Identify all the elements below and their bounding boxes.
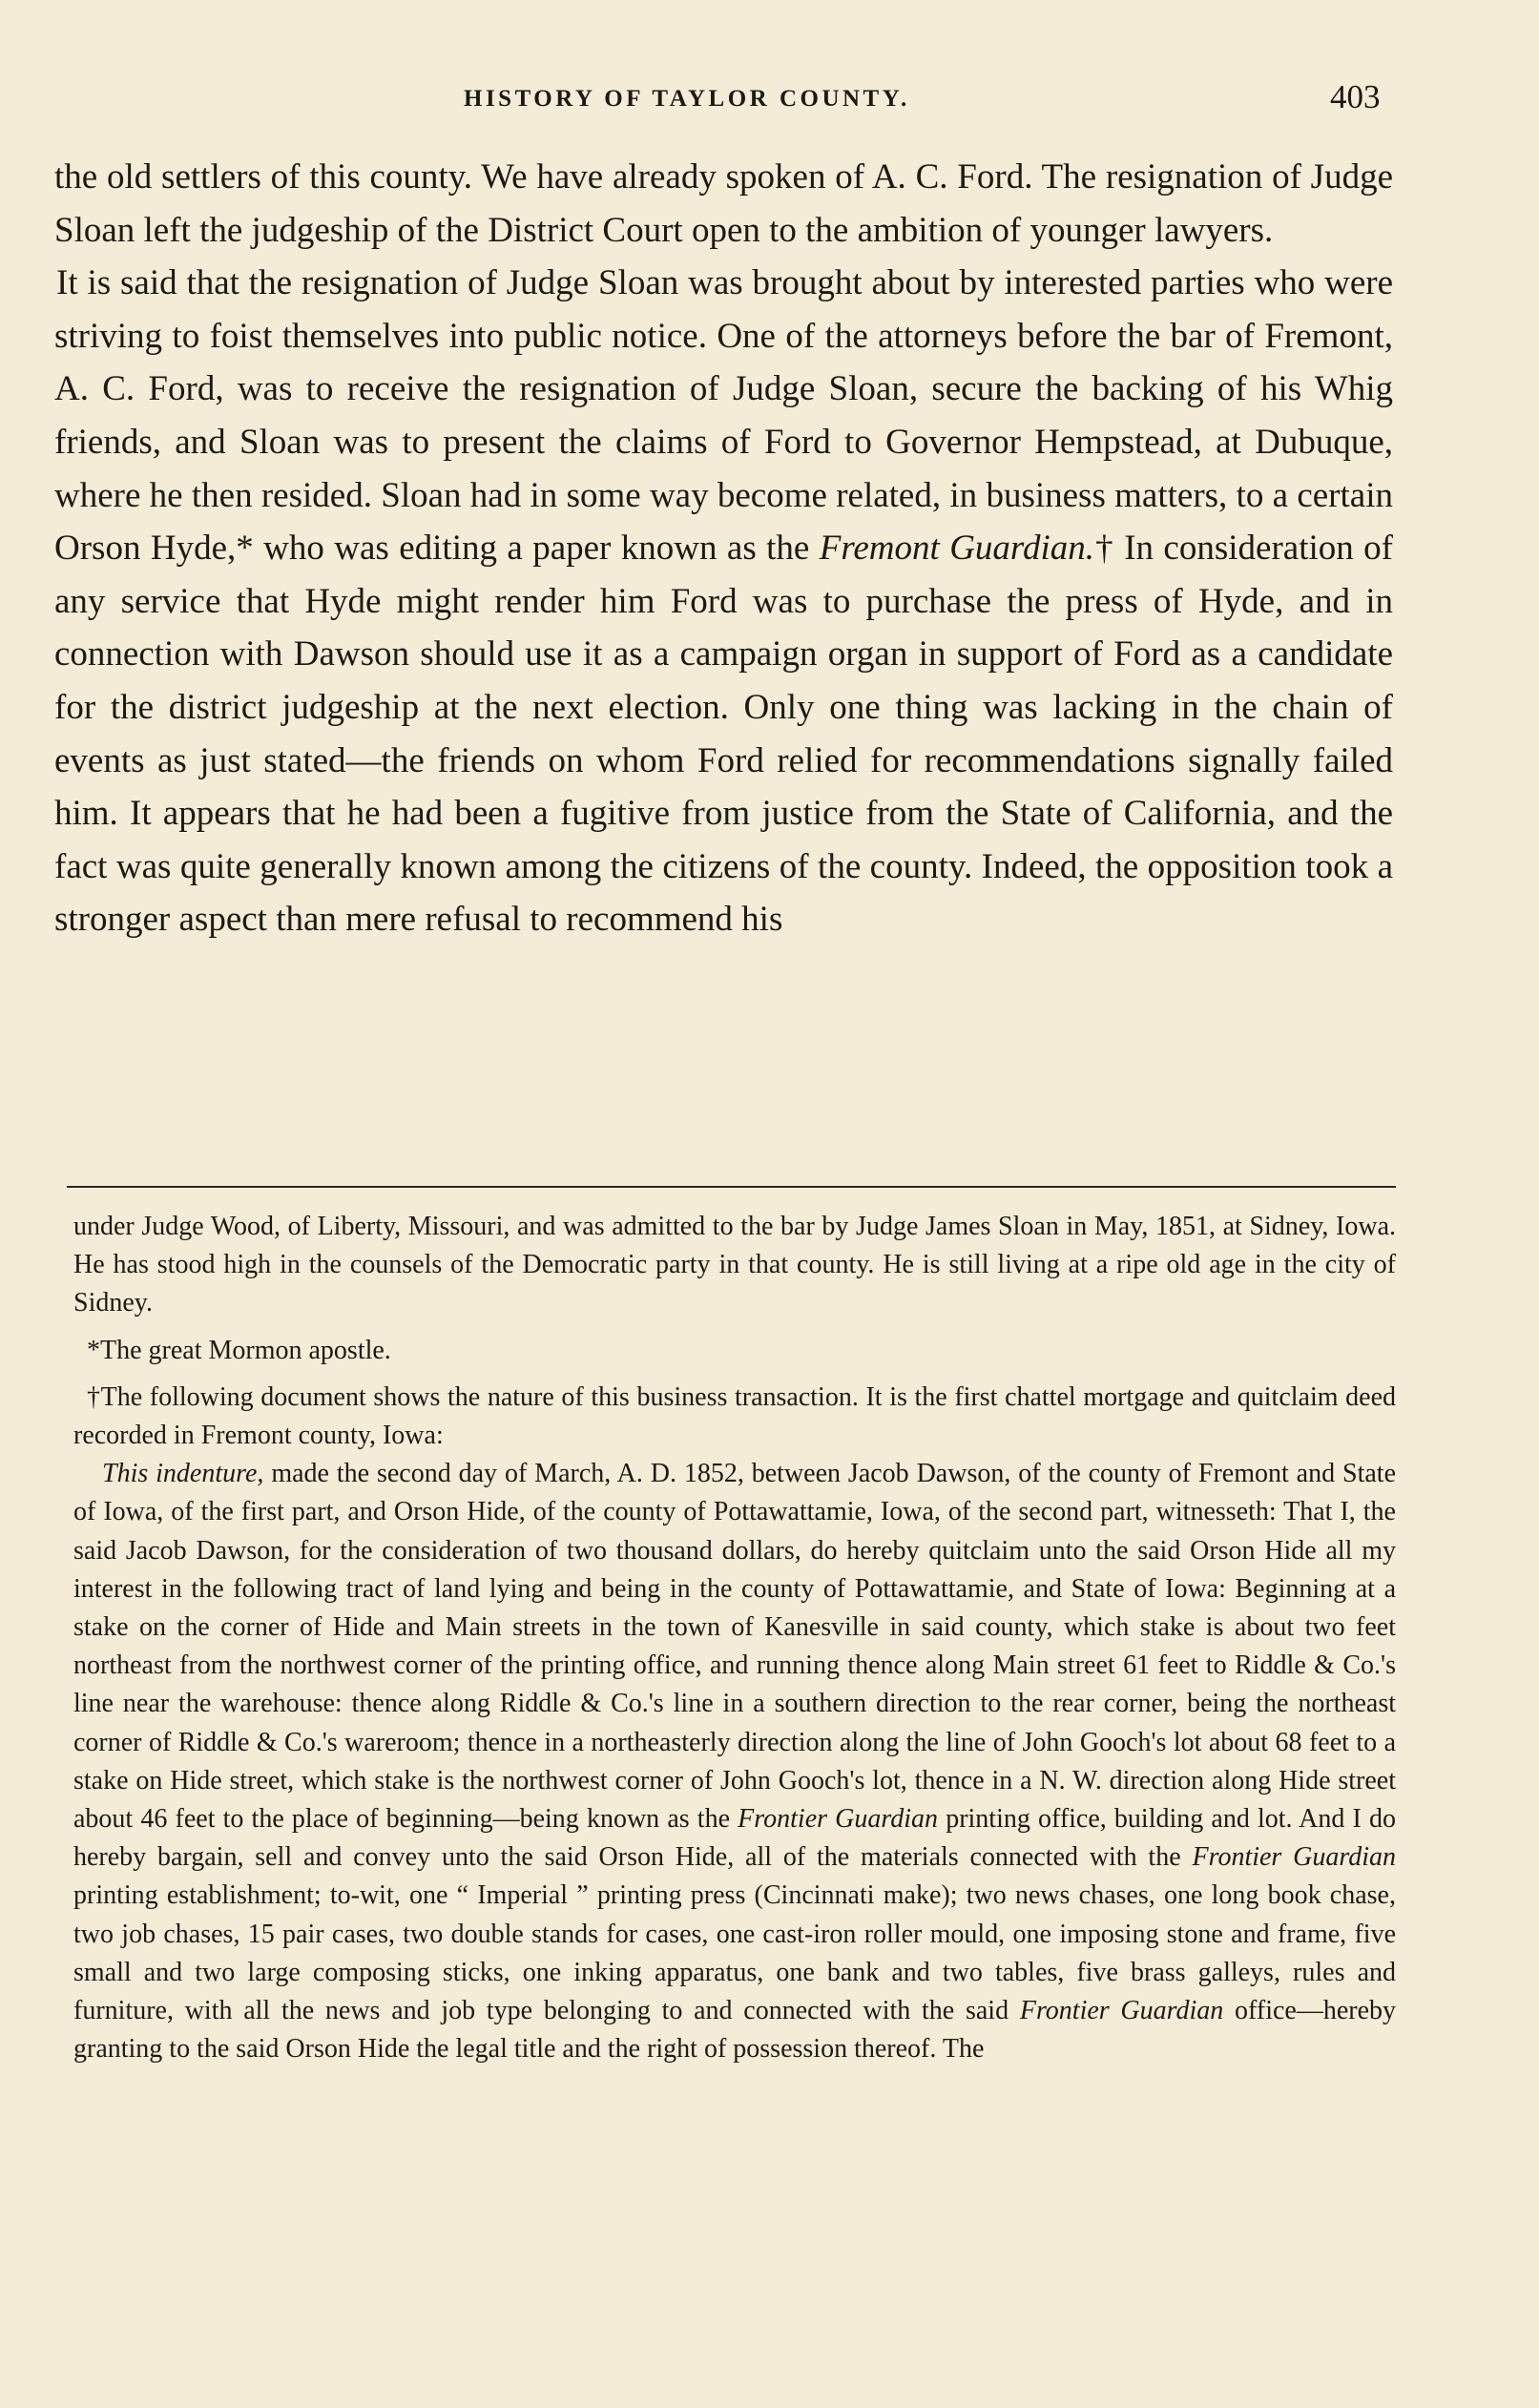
main-text <box>54 151 1393 946</box>
footnote-star: *The great Mormon apostle. <box>87 1335 391 1365</box>
paper-name-3: Frontier Guardian <box>1019 1996 1224 2026</box>
paper-name-2: Frontier Guardian <box>1192 1842 1397 1873</box>
paragraph-1: the old settlers of this county. We have already spoken of A. C. Ford. The resignation of Judge Sloan left the judgeship of the District Court open to the ambition of younger lawyers. <box>54 157 1393 250</box>
deed-lead: This indenture, <box>102 1459 264 1489</box>
footnote-continuation: under Judge Wood, of Liberty, Missouri, and was admitted to the bar by Judge James Sloan in May, 1851, at Sidney, Iowa. He has stood high in the counsels of the Democratic party in that county. He is still living at a ripe old age in the city of Sidney. <box>73 1212 1396 1318</box>
running-title: HISTORY OF TAYLOR COUNTY. <box>464 86 910 112</box>
deed-part-1: made the second day of March, A. D. 1852, between Jacob Dawson, of the county of Fremont and State of Iowa, of the first part, and Orson Hide, of the county of Pottawattamie, Iowa, of the second part, witnesseth: That I, the said Jacob Dawson, for the consideration of two thousand dollars, do hereby quitclaim unto the said Orson Hide all my interest in the following tract of land lying and being in the county of Pottawattamie, and State of Iowa: Beginning at a stake on the corner of Hide and Main streets in the town of Kanesville in said county, which stake is about two feet northeast from the northwest corner of the printing office, and running thence along Main street 61 feet to Riddle & Co.'s line near the warehouse: thence along Riddle & Co.'s line in a southern direction to the rear corner, being the northeast corner of Riddle & Co.'s wareroom; thence in a northeasterly direction along the line of John Gooch's lot about 68 feet to a stake on Hide street, which stake is the northwest corner of John Gooch's lot, thence in a N. W. direction along Hide street about 46 feet to the place of beginning—being known as the <box>73 1459 1396 1835</box>
footnote-rule <box>67 1186 1396 1188</box>
paragraph-2-part-1: It is said that the resignation of Judge Sloan was brought about by interested parties who were striving to foist themselves into public notice. One of the attorneys before the bar of Fremont, A. C. Ford, was to receive the resignation of Judge Sloan, secure the backing of his Whig friends, and Sloan was to present the claims of Ford to Governor Hempstead, at Dubuque, where he then resided. Sloan had in some way become related, in business matters, to a certain Orson Hyde,* who was editing a paper known as the <box>54 263 1393 569</box>
footnotes <box>73 1208 1396 2068</box>
paragraph-2-part-2: † In consideration of any service that Hyde might render him Ford was to purchase the press of Hyde, and in connection with Dawson should use it as a campaign organ in support of Ford as a candidate for the district judgeship at the next election. Only one thing was lacking in the chain of events as just stated—the friends on whom Ford relied for recommendations signally failed him. It appears that he had been a fugitive from justice from the State of California, and the fact was quite generally known among the citizens of the county. Indeed, the opposition took a stronger aspect than mere refusal to recommend his <box>54 529 1393 940</box>
deed-part-2: printing office, building and lot. And I do hereby bargain, sell and convey unto the said Orson Hide, all of the materials connected with the <box>73 1804 1397 1873</box>
paragraph-2 <box>54 257 1393 946</box>
deed-part-4: office—hereby granting to the said Orson Hide the legal title and the right of possession thereof. The <box>73 1996 1397 2065</box>
page-number: 403 <box>1330 78 1381 115</box>
running-head <box>0 78 1539 116</box>
deed-text <box>73 1455 1396 2068</box>
newspaper-title: Fremont Guardian. <box>819 529 1094 569</box>
deed-part-3: printing establishment; to-wit, one “ Imperial ” printing press (Cincinnati make); two news chases, one long book chase, two job chases, 15 pair cases, two double stands for cases, one cast-iron roller mould, one imposing stone and frame, five small and two large composing sticks, one inking apparatus, one bank and two tables, five brass galleys, rules and furniture, with all the news and job type belonging to and connected with the said <box>73 1880 1396 2026</box>
footnote-dagger: †The following document shows the nature of this business transaction. It is the first chattel mortgage and quitclaim deed recorded in Fremont county, Iowa: <box>73 1381 1396 1451</box>
paper-name-1: Frontier Guardian <box>738 1804 939 1835</box>
